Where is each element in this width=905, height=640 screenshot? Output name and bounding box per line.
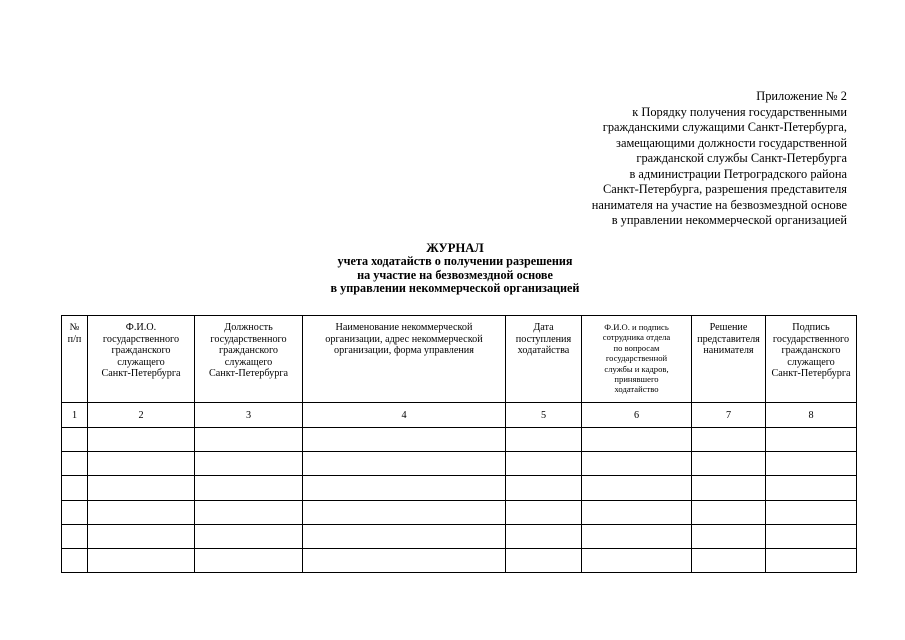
appendix-line: Санкт-Петербурга, разрешения представителя	[602, 182, 847, 196]
journal-subtitle-line: в управлении некоммерческой организацией	[330, 281, 580, 296]
table-cell	[506, 428, 582, 452]
journal-body	[62, 403, 857, 573]
journal-heading	[255, 241, 655, 296]
table-row	[62, 500, 857, 524]
table-cell	[692, 428, 766, 452]
header-cell-organization: Наименование некоммерческой организации, адрес некоммерческой организации, форма управления	[303, 316, 506, 403]
table-cell	[506, 524, 582, 548]
table-cell	[582, 500, 692, 524]
table-row	[62, 548, 857, 572]
header-cell-signature: Подпись государственного гражданского служащего Санкт-Петербурга	[766, 316, 857, 403]
table-cell	[692, 500, 766, 524]
table-cell	[582, 452, 692, 476]
column-number-row	[62, 403, 857, 428]
table-cell	[692, 476, 766, 500]
journal-title: ЖУРНАЛ	[426, 241, 484, 255]
header-cell-date: Дата поступления ходатайства	[506, 316, 582, 403]
header-cell-number: № п/п	[62, 316, 88, 403]
table-cell	[88, 428, 195, 452]
table-cell	[303, 548, 506, 572]
table-cell	[62, 476, 88, 500]
table-cell	[582, 476, 692, 500]
table-row	[62, 476, 857, 500]
table-cell	[303, 500, 506, 524]
column-number-cell: 7	[692, 403, 766, 428]
table-cell	[506, 452, 582, 476]
appendix-line: нанимателя на участие на безвозмездной основе	[591, 197, 847, 212]
header-row	[62, 316, 857, 403]
appendix-line: гражданской службы Санкт-Петербурга	[636, 151, 847, 165]
column-number-cell: 8	[766, 403, 857, 428]
appendix-line: к Порядку получения государственными	[632, 104, 847, 119]
table-cell	[88, 548, 195, 572]
column-number-cell: 6	[582, 403, 692, 428]
table-cell	[692, 548, 766, 572]
table-cell	[195, 428, 303, 452]
table-cell	[62, 500, 88, 524]
table-cell	[582, 548, 692, 572]
journal-subtitle-line: учета ходатайств о получении разрешения	[337, 254, 573, 268]
table-cell	[766, 548, 857, 572]
table-cell	[506, 548, 582, 572]
journal-table	[61, 315, 857, 573]
table-cell	[692, 524, 766, 548]
column-number-cell: 5	[506, 403, 582, 428]
table-cell	[62, 452, 88, 476]
table-cell	[766, 428, 857, 452]
column-number-cell: 1	[62, 403, 88, 428]
appendix-line: в администрации Петроградского района	[629, 166, 847, 181]
header-cell-position: Должность государственного гражданского служащего Санкт-Петербурга	[195, 316, 303, 403]
table-cell	[62, 524, 88, 548]
table-cell	[766, 452, 857, 476]
header-cell-decision: Решение представителя нанимателя	[692, 316, 766, 403]
table-cell	[195, 452, 303, 476]
table-cell	[303, 428, 506, 452]
table-cell	[766, 500, 857, 524]
column-number-cell: 2	[88, 403, 195, 428]
table-cell	[303, 476, 506, 500]
column-number-cell: 3	[195, 403, 303, 428]
table-cell	[62, 428, 88, 452]
table-cell	[88, 500, 195, 524]
table-cell	[303, 524, 506, 548]
column-number-cell: 4	[303, 403, 506, 428]
table-cell	[88, 524, 195, 548]
table-cell	[195, 548, 303, 572]
table-cell	[506, 476, 582, 500]
appendix-line: замещающими должности государственной	[616, 135, 847, 150]
appendix-line: Приложение № 2	[756, 89, 847, 103]
appendix-line: гражданскими служащими Санкт-Петербурга,	[602, 120, 847, 134]
header-cell-receiver: Ф.И.О. и подпись сотрудника отдела по вопросам государственной службы и кадров, принявшего ходатайство	[582, 316, 692, 403]
appendix-line: в управлении некоммерческой организацией	[611, 213, 847, 227]
table-cell	[88, 452, 195, 476]
table-cell	[62, 548, 88, 572]
table-row	[62, 428, 857, 452]
table-row	[62, 452, 857, 476]
table-cell	[506, 500, 582, 524]
journal-subtitle-line: на участие на безвозмездной основе	[357, 267, 553, 282]
table-cell	[195, 524, 303, 548]
appendix-block	[447, 89, 847, 229]
table-cell	[303, 452, 506, 476]
table-cell	[88, 476, 195, 500]
table-cell	[766, 524, 857, 548]
table-row	[62, 524, 857, 548]
table-cell	[582, 524, 692, 548]
table-cell	[582, 428, 692, 452]
table-cell	[692, 452, 766, 476]
header-cell-fio: Ф.И.О. государственного гражданского служащего Санкт-Петербурга	[88, 316, 195, 403]
table-cell	[195, 500, 303, 524]
table-cell	[195, 476, 303, 500]
table-cell	[766, 476, 857, 500]
